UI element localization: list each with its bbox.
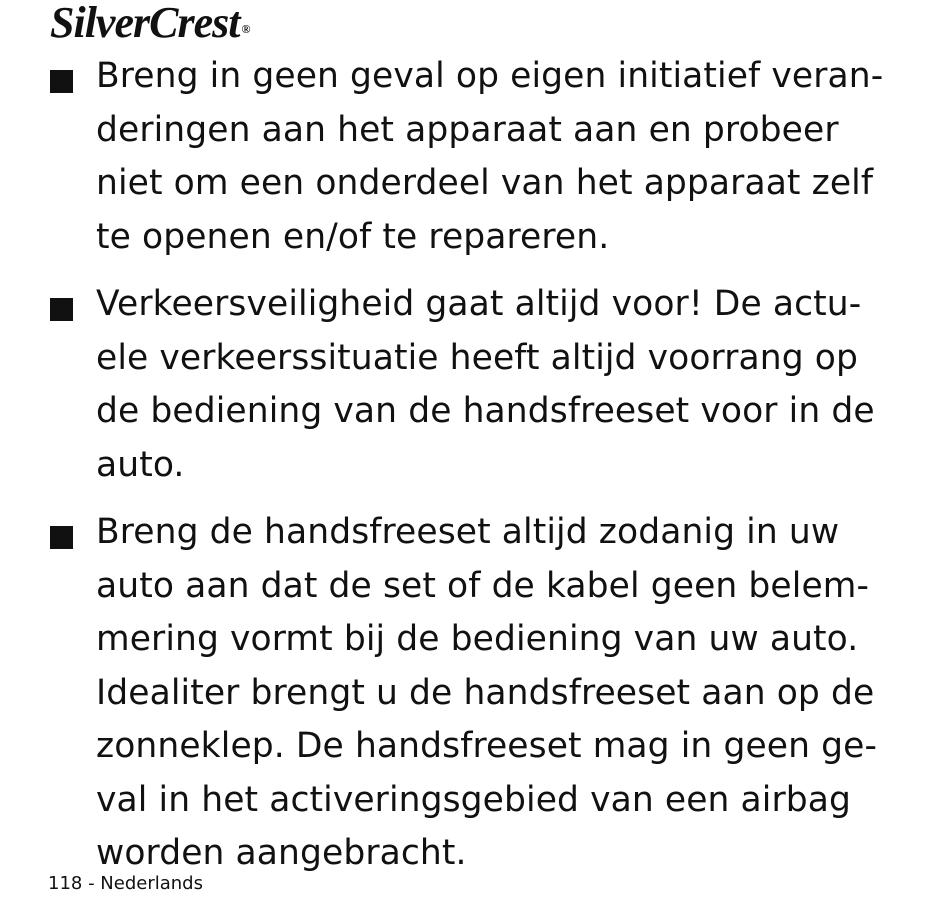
text-line: Breng de handsfreeset altijd zodanig in uw [96, 512, 840, 552]
text-line: mering vormt bij de bediening van uw auto. [96, 619, 859, 659]
text-line: auto aan dat de set of de kabel geen belem- [96, 565, 870, 606]
text-line: val in het activeringsgebied van een airbag [96, 779, 852, 820]
list-item [48, 50, 928, 264]
square-bullet-icon [50, 298, 73, 321]
text-line: Verkeersveiligheid gaat altijd voor! De actu- [96, 284, 862, 324]
page-footer: 118 - Nederlands [48, 873, 203, 894]
text-line: ele verkeerssituatie heeft altijd voorrang op [96, 337, 859, 378]
square-bullet-icon [50, 526, 73, 549]
text-line: de bediening van de handsfreeset voor in de [96, 391, 875, 431]
text-line: worden aangebracht. [96, 833, 467, 873]
text-line: Idealiter brengt u de handsfreeset aan op de [96, 672, 875, 713]
text-line: Breng in geen geval op eigen initiatief veran- [96, 56, 884, 96]
square-bullet-icon [50, 70, 73, 93]
registered-mark: ® [241, 22, 251, 36]
text-line: niet om een onderdeel van het apparaat zelf [96, 163, 874, 203]
text-line: auto. [96, 444, 185, 485]
list-item [48, 506, 928, 881]
text-line: te openen en/of te repareren. [96, 216, 610, 257]
text-line: deringen aan het apparaat aan en probeer [96, 109, 839, 150]
brand-name: SilverCrest [50, 0, 240, 47]
safety-instructions-list [48, 50, 928, 895]
brand-logo [50, 0, 251, 48]
text-line: zonneklep. De handsfreeset mag in geen ge- [96, 726, 878, 766]
list-item [48, 278, 928, 492]
